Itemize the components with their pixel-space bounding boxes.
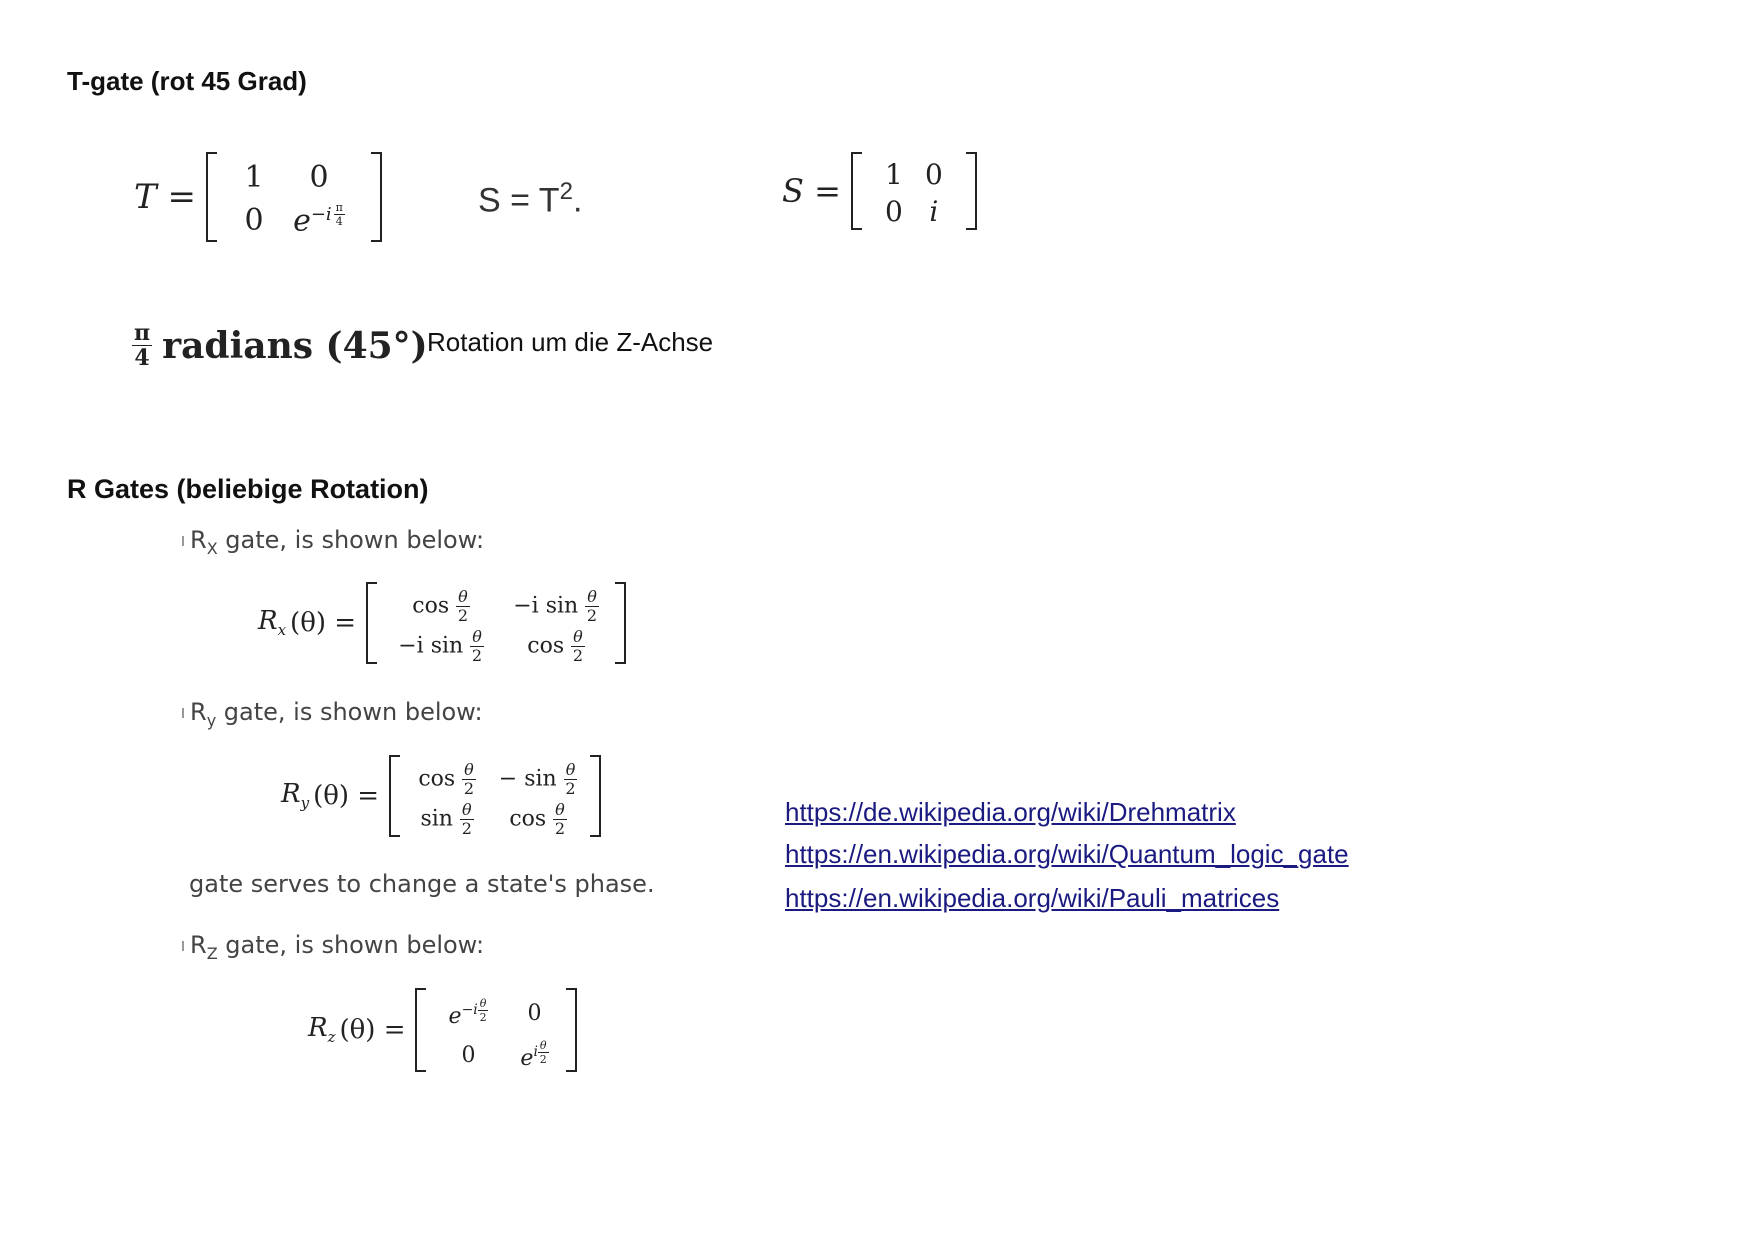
link-pauli-matrices[interactable]: https://en.wikipedia.org/wiki/Pauli_matrices (785, 883, 1280, 913)
s-lhs: S = (782, 172, 841, 210)
t-cell-11: 1 (244, 160, 264, 195)
t-cell-21: 0 (244, 203, 264, 238)
link-quantum-logic-gate[interactable]: https://en.wikipedia.org/wiki/Quantum_logic_gate (785, 839, 1349, 869)
rz-matrix-equation: $R_z$ (θ) = $e^{-i \frac{\theta}{2}}$ 0 0 $e^{i \frac{\theta}{2}}$ (308, 988, 577, 1072)
rz-lhs: $R_z$ (308, 1013, 336, 1047)
rotation-text: Rotation um die Z-Achse (427, 327, 714, 357)
t-gate-heading: T-gate (rot 45 Grad) (67, 66, 307, 96)
t-matrix-equation (134, 152, 382, 242)
rx-lead-text: $R_X$ gate, is shown below: (182, 526, 484, 558)
radians-text: radians (45°) (162, 324, 428, 367)
t-cell-22: $e^{-i \frac{\pi}{4}}$ (293, 201, 343, 239)
t-lhs: T = (134, 177, 196, 217)
link-drehmatrix[interactable]: https://de.wikipedia.org/wiki/Drehmatrix (785, 797, 1236, 827)
ry-lhs: $R_y$ (281, 779, 310, 813)
s-matrix-equation (782, 152, 977, 230)
r-gates-heading: R Gates (beliebige Rotation) (67, 474, 429, 504)
radians-expression (132, 322, 428, 369)
ry-matrix-equation: $R_y$ (θ) = cos $\frac{\theta}{2}$ − sin $\frac{\theta}{2}$ sin $\frac{\theta}{2}$ cos $\frac{\theta}{2}$ (281, 755, 601, 837)
t-cell-12: 0 (309, 160, 329, 195)
pi-over-4: $\frac{\pi}{4}$ (134, 320, 151, 371)
rz-matrix: $e^{-i \frac{\theta}{2}}$ 0 0 $e^{i \frac{\theta}{2}}$ (415, 988, 577, 1072)
ry-matrix: cos $\frac{\theta}{2}$ − sin $\frac{\theta}{2}$ sin $\frac{\theta}{2}$ cos $\frac{\theta}{2}$ (389, 755, 601, 837)
s-equals-t-squared: $S = T^2$. (478, 178, 583, 220)
s-matrix: 1 0 0 i (851, 152, 977, 230)
t-matrix (206, 152, 382, 242)
rz-lead-text: $R_Z$ gate, is shown below: (182, 931, 484, 963)
rx-lhs: $R_x$ (258, 606, 287, 640)
phase-text: gate serves to change a state's phase. (189, 870, 655, 898)
ry-lead-text: $R_y$ gate, is shown below: (182, 698, 483, 730)
rx-matrix: cos $\frac{\theta}{2}$ −i sin $\frac{\theta}{2}$ −i sin $\frac{\theta}{2}$ cos $\frac{\theta}{2}$ (366, 582, 626, 664)
rx-matrix-equation: $R_x$ (θ) = cos $\frac{\theta}{2}$ −i sin $\frac{\theta}{2}$ −i sin $\frac{\theta}{2}$ cos $\frac{\theta}{2}$ (258, 582, 626, 664)
